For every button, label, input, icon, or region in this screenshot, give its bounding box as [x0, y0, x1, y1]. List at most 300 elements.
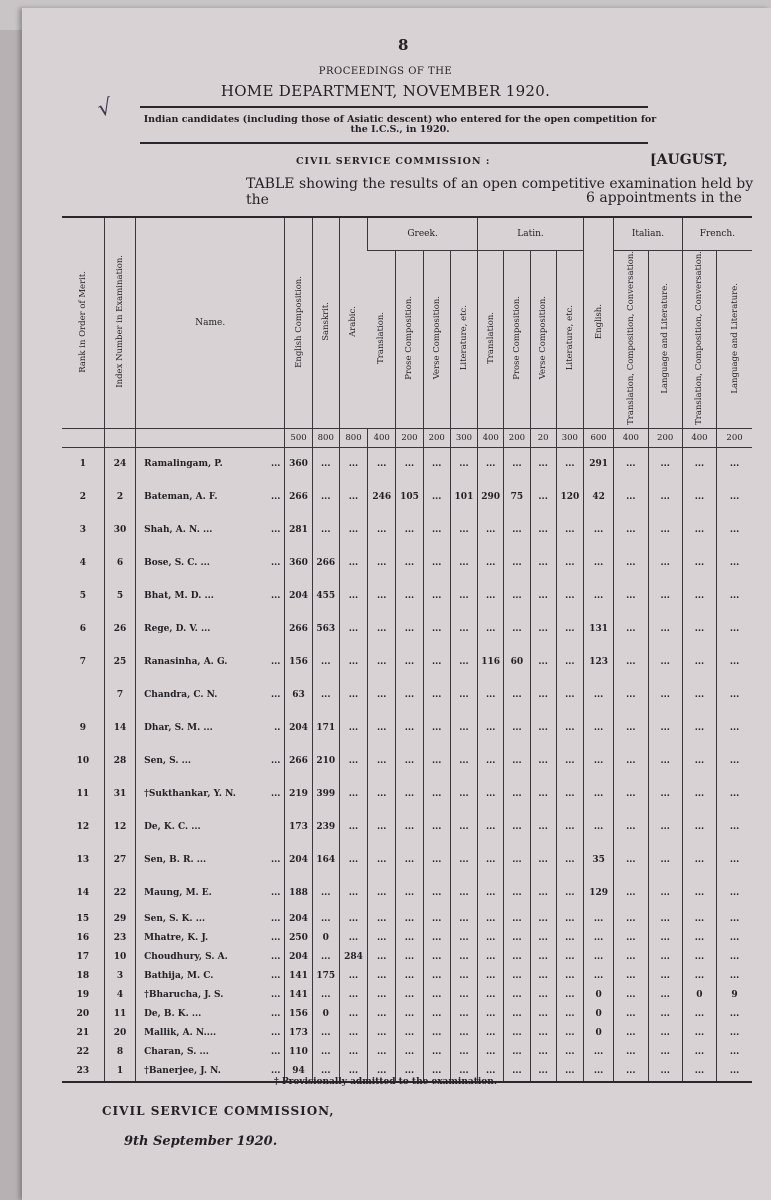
mark-cell: ... [556, 948, 583, 967]
mark-cell: ... [530, 547, 556, 580]
name-cell [136, 778, 285, 811]
mark-cell: ... [478, 948, 504, 967]
rank-cell: 23 [76, 1066, 90, 1077]
candidate-name: Bateman, A. F. [144, 492, 218, 503]
mark-cell: ... [396, 1005, 423, 1024]
mark-cell: 60 [504, 646, 530, 679]
mark-cell: ... [423, 910, 450, 929]
mark-cell: ... [396, 646, 423, 679]
mark-cell: ... [614, 646, 648, 679]
mark-cell: ... [682, 910, 716, 929]
leader-dots: ... [271, 690, 281, 701]
max-mark: 800 [339, 428, 367, 447]
mark-cell: ... [530, 1043, 556, 1062]
mark-cell: ... [339, 811, 367, 844]
mark-cell: ... [423, 967, 450, 986]
mark-cell: ... [368, 844, 396, 877]
mark-cell: ... [556, 910, 583, 929]
mark-cell: ... [717, 481, 752, 514]
index-cell: 12 [104, 811, 135, 844]
page-number: 8 [398, 36, 409, 54]
name-cell [136, 967, 285, 986]
leader-dots: ... [271, 756, 281, 767]
mark-cell: ... [648, 679, 682, 712]
mark-cell: ... [423, 811, 450, 844]
mark-cell: ... [556, 547, 583, 580]
mark-cell: ... [312, 1024, 339, 1043]
mark-cell: ... [396, 580, 423, 613]
mark-cell: ... [339, 1024, 367, 1043]
candidate-name: Maung, M. E. [144, 888, 212, 899]
mark-cell: ... [530, 811, 556, 844]
mark-cell: 204 [285, 580, 312, 613]
mark-cell: ... [450, 679, 477, 712]
index-cell: 7 [104, 679, 135, 712]
mark-cell: ... [504, 514, 530, 547]
mark-cell: ... [556, 1043, 583, 1062]
mark-cell: ... [682, 1062, 716, 1082]
mark-cell: ... [530, 1005, 556, 1024]
mark-cell: ... [614, 481, 648, 514]
mark-cell: ... [583, 967, 613, 986]
mark-cell: ... [478, 679, 504, 712]
mark-cell: ... [682, 547, 716, 580]
mark-cell: ... [583, 910, 613, 929]
mark-cell: ... [530, 967, 556, 986]
mark-cell: ... [648, 547, 682, 580]
mark-cell: ... [648, 967, 682, 986]
mark-cell: ... [614, 547, 648, 580]
mark-cell: ... [614, 877, 648, 910]
mark-cell: ... [504, 1043, 530, 1062]
mark-cell: ... [504, 447, 530, 481]
mark-cell: ... [648, 481, 682, 514]
mark-cell: ... [504, 1005, 530, 1024]
rank-cell: 4 [79, 558, 87, 569]
mark-cell: ... [339, 712, 367, 745]
table-row [62, 514, 752, 547]
mark-cell: ... [648, 646, 682, 679]
mark-cell: ... [339, 877, 367, 910]
mark-cell: 171 [312, 712, 339, 745]
mark-cell: ... [423, 877, 450, 910]
table-row [62, 447, 752, 481]
mark-cell: ... [396, 712, 423, 745]
document-subtitle: Indian candidates (including those of Asiatic descent) who entered for the open competition for the I.C.S., in 1920. [143, 114, 657, 135]
mark-cell: ... [648, 1043, 682, 1062]
index-cell: 2 [104, 481, 135, 514]
mark-cell: ... [614, 929, 648, 948]
mark-cell: ... [339, 745, 367, 778]
mark-cell: ... [504, 910, 530, 929]
mark-cell: ... [530, 778, 556, 811]
mark-cell: ... [423, 1024, 450, 1043]
leader-dots: ... [271, 914, 281, 925]
mark-cell: 35 [583, 844, 613, 877]
table-row [62, 481, 752, 514]
mark-cell: ... [396, 1043, 423, 1062]
name-cell [136, 712, 285, 745]
mark-cell: ... [717, 514, 752, 547]
col-english-composition: English Composition. [285, 217, 312, 428]
mark-cell: ... [556, 679, 583, 712]
max-mark: 400 [682, 428, 716, 447]
table-row [62, 679, 752, 712]
mark-cell: 266 [285, 613, 312, 646]
candidate-name: Bose, S. C. ... [144, 558, 210, 569]
table-row [62, 712, 752, 745]
mark-cell: ... [682, 1043, 716, 1062]
mark-cell: 210 [312, 745, 339, 778]
mark-cell: ... [614, 1043, 648, 1062]
candidate-name: Ranasinha, A. G. [144, 657, 228, 668]
mark-cell: 173 [285, 1024, 312, 1043]
index-cell: 28 [104, 745, 135, 778]
rank-cell: 3 [79, 525, 87, 536]
mark-cell: 290 [478, 481, 504, 514]
mark-cell: ... [504, 745, 530, 778]
mark-cell: 0 [583, 1005, 613, 1024]
mark-cell: 42 [583, 481, 613, 514]
index-cell: 3 [104, 967, 135, 986]
rank-cell: 1 [79, 459, 87, 470]
mark-cell: ... [339, 1062, 367, 1082]
mark-cell: ... [614, 580, 648, 613]
mark-cell: ... [556, 811, 583, 844]
name-cell [136, 1005, 285, 1024]
mark-cell: ... [614, 447, 648, 481]
name-cell [136, 514, 285, 547]
mark-cell: ... [530, 646, 556, 679]
mark-cell: ... [614, 986, 648, 1005]
max-mark: 300 [556, 428, 583, 447]
mark-cell: ... [368, 646, 396, 679]
table-row [62, 844, 752, 877]
mark-cell: ... [396, 1062, 423, 1082]
mark-cell: 204 [285, 948, 312, 967]
mark-cell: 360 [285, 447, 312, 481]
heading-rule-top [140, 106, 648, 108]
mark-cell: ... [339, 679, 367, 712]
mark-cell: ... [478, 613, 504, 646]
mark-cell: ... [648, 514, 682, 547]
mark-cell: ... [504, 613, 530, 646]
mark-cell: 204 [285, 712, 312, 745]
leader-dots: ... [271, 1047, 281, 1058]
mark-cell: ... [556, 1024, 583, 1043]
mark-cell: ... [648, 447, 682, 481]
mark-cell: ... [312, 481, 339, 514]
name-cell [136, 948, 285, 967]
candidate-name: Chandra, C. N. [144, 690, 218, 701]
mark-cell: ... [478, 547, 504, 580]
max-mark: 400 [368, 428, 396, 447]
mark-cell: ... [478, 1043, 504, 1062]
table-row [62, 986, 752, 1005]
mark-cell: ... [396, 1024, 423, 1043]
mark-cell: ... [339, 646, 367, 679]
mark-cell: ... [368, 811, 396, 844]
candidate-name: Charan, S. ... [144, 1047, 209, 1058]
max-mark: 400 [478, 428, 504, 447]
rank-cell: 10 [76, 756, 90, 767]
mark-cell: ... [583, 948, 613, 967]
mark-cell: 0 [312, 929, 339, 948]
mark-cell: ... [682, 712, 716, 745]
table-row [62, 1005, 752, 1024]
mark-cell: 156 [285, 646, 312, 679]
leader-dots: ... [271, 1028, 281, 1039]
department-heading: HOME DEPARTMENT, NOVEMBER 1920. [220, 82, 551, 100]
mark-cell: ... [682, 745, 716, 778]
mark-cell: ... [339, 929, 367, 948]
mark-cell: ... [339, 778, 367, 811]
candidate-name: †Sukthankar, Y. N. [144, 789, 236, 800]
candidate-name: Shah, A. N. ... [144, 525, 213, 536]
name-cell [136, 811, 285, 844]
footnote: † Provisionally admitted to the examination. [274, 1077, 497, 1087]
mark-cell: ... [583, 547, 613, 580]
mark-cell: ... [450, 1043, 477, 1062]
col-english: English. [583, 217, 613, 428]
mark-cell: ... [504, 679, 530, 712]
mark-cell: ... [478, 929, 504, 948]
mark-cell: ... [504, 547, 530, 580]
mark-cell: 266 [285, 745, 312, 778]
mark-cell: ... [717, 929, 752, 948]
mark-cell: ... [556, 646, 583, 679]
rank-cell: 14 [76, 888, 90, 899]
mark-cell: ... [368, 1005, 396, 1024]
mark-cell: ... [423, 481, 450, 514]
rank-cell: 22 [76, 1047, 90, 1058]
mark-cell: ... [648, 1005, 682, 1024]
table-row [62, 948, 752, 967]
mark-cell: ... [583, 811, 613, 844]
mark-cell: ... [423, 778, 450, 811]
leader-dots: ... [271, 888, 281, 899]
table-row [62, 1043, 752, 1062]
mark-cell: ... [478, 447, 504, 481]
leader-dots: .. [274, 723, 281, 734]
mark-cell: ... [614, 1005, 648, 1024]
mark-cell: ... [682, 1005, 716, 1024]
table-row [62, 646, 752, 679]
mark-cell: ... [614, 613, 648, 646]
mark-cell: ... [614, 967, 648, 986]
mark-cell: ... [583, 1043, 613, 1062]
col-french-language: Language and Literature. [717, 251, 752, 429]
mark-cell: ... [717, 679, 752, 712]
proceedings-heading: PROCEEDINGS OF THE [318, 66, 453, 77]
leader-dots: ... [271, 459, 281, 470]
mark-cell: ... [312, 514, 339, 547]
max-mark: 200 [648, 428, 682, 447]
mark-cell: ... [478, 844, 504, 877]
name-cell [136, 910, 285, 929]
mark-cell: 0 [583, 986, 613, 1005]
col-greek-verse: Verse Composition. [423, 251, 450, 429]
mark-cell: ... [396, 967, 423, 986]
mark-cell: ... [339, 613, 367, 646]
max-marks [62, 428, 752, 447]
candidate-name: Rege, D. V. ... [144, 624, 211, 635]
mark-cell: 9 [717, 986, 752, 1005]
mark-cell: ... [717, 712, 752, 745]
col-name: Name. [136, 217, 285, 428]
mark-cell: ... [396, 447, 423, 481]
mark-cell: ... [717, 1005, 752, 1024]
handwritten-checkmark: √ [95, 94, 115, 123]
mark-cell: ... [530, 986, 556, 1005]
table-row [62, 929, 752, 948]
mark-cell: ... [450, 929, 477, 948]
mark-cell: ... [368, 877, 396, 910]
max-mark: 400 [614, 428, 648, 447]
col-latin-translation: Translation. [478, 251, 504, 429]
mark-cell: 123 [583, 646, 613, 679]
name-cell [136, 986, 285, 1005]
leader-dots: ... [271, 558, 281, 569]
index-cell: 10 [104, 948, 135, 967]
index-cell: 29 [104, 910, 135, 929]
index-cell: 6 [104, 547, 135, 580]
mark-cell: ... [478, 967, 504, 986]
max-mark: 200 [504, 428, 530, 447]
mark-cell: ... [423, 514, 450, 547]
mark-cell: ... [368, 547, 396, 580]
col-greek-literature: Literature, etc. [450, 251, 477, 429]
mark-cell: ... [450, 948, 477, 967]
mark-cell: ... [583, 514, 613, 547]
mark-cell: ... [530, 1024, 556, 1043]
candidate-name: Sen, S. K. ... [144, 914, 206, 925]
mark-cell: ... [339, 447, 367, 481]
index-cell: 4 [104, 986, 135, 1005]
mark-cell: ... [339, 844, 367, 877]
mark-cell: ... [583, 679, 613, 712]
mark-cell: 204 [285, 910, 312, 929]
mark-cell: ... [312, 877, 339, 910]
table-caption-cont: 6 appointments in the [586, 190, 742, 206]
index-cell: 26 [104, 613, 135, 646]
mark-cell: ... [556, 1062, 583, 1082]
mark-cell: ... [450, 1024, 477, 1043]
mark-cell: ... [423, 1005, 450, 1024]
mark-cell: 284 [339, 948, 367, 967]
max-mark: 800 [312, 428, 339, 447]
mark-cell: ... [423, 1043, 450, 1062]
rank-cell: 15 [76, 914, 90, 925]
rank-cell: 11 [76, 789, 90, 800]
leader-dots: ... [271, 1009, 281, 1020]
mark-cell: ... [556, 877, 583, 910]
mark-cell: ... [368, 679, 396, 712]
mark-cell: 0 [583, 1024, 613, 1043]
mark-cell: ... [556, 986, 583, 1005]
mark-cell: ... [556, 447, 583, 481]
mark-cell: ... [583, 929, 613, 948]
name-cell [136, 844, 285, 877]
mark-cell: ... [504, 967, 530, 986]
leader-dots: ... [271, 1066, 281, 1077]
mark-cell: ... [396, 929, 423, 948]
mark-cell: ... [648, 613, 682, 646]
mark-cell: ... [368, 910, 396, 929]
footer-commission: CIVIL SERVICE COMMISSION, [102, 1104, 335, 1118]
max-mark: 300 [450, 428, 477, 447]
mark-cell: 455 [312, 580, 339, 613]
mark-cell: 141 [285, 967, 312, 986]
group-italian: Italian. [614, 217, 683, 251]
name-cell [136, 1043, 285, 1062]
mark-cell: ... [504, 1024, 530, 1043]
leader-dots: ... [271, 855, 281, 866]
mark-cell: ... [450, 547, 477, 580]
max-mark: 200 [717, 428, 752, 447]
rank-cell: 21 [76, 1028, 90, 1039]
rank-cell: 16 [76, 933, 90, 944]
mark-cell: 266 [285, 481, 312, 514]
rank-cell: 9 [79, 723, 87, 734]
mark-cell: 173 [285, 811, 312, 844]
mark-cell: ... [504, 580, 530, 613]
mark-cell: ... [396, 948, 423, 967]
max-mark: 20 [530, 428, 556, 447]
col-greek-prose: Prose Composition. [396, 251, 423, 429]
mark-cell: ... [450, 1005, 477, 1024]
mark-cell: ... [530, 929, 556, 948]
mark-cell: ... [556, 613, 583, 646]
mark-cell: ... [478, 745, 504, 778]
table-row [62, 877, 752, 910]
results-table [62, 216, 752, 1083]
mark-cell: 101 [450, 481, 477, 514]
mark-cell: 250 [285, 929, 312, 948]
mark-cell: ... [450, 745, 477, 778]
mark-cell: ... [648, 910, 682, 929]
mark-cell: ... [717, 967, 752, 986]
mark-cell: ... [583, 778, 613, 811]
mark-cell: ... [583, 745, 613, 778]
mark-cell: ... [450, 778, 477, 811]
mark-cell: ... [717, 547, 752, 580]
leader-dots: ... [271, 933, 281, 944]
mark-cell: ... [682, 1024, 716, 1043]
mark-cell: ... [614, 948, 648, 967]
mark-cell: ... [717, 811, 752, 844]
mark-cell: ... [450, 613, 477, 646]
mark-cell: ... [504, 877, 530, 910]
mark-cell: ... [423, 712, 450, 745]
rank-cell: 6 [79, 624, 87, 635]
mark-cell: ... [423, 580, 450, 613]
mark-cell: ... [478, 877, 504, 910]
leader-dots: ... [271, 591, 281, 602]
mark-cell: ... [312, 447, 339, 481]
mark-cell: ... [423, 986, 450, 1005]
candidate-name: †Bharucha, J. S. [144, 990, 224, 1001]
mark-cell: ... [530, 948, 556, 967]
mark-cell: ... [478, 986, 504, 1005]
mark-cell: 188 [285, 877, 312, 910]
mark-cell: ... [717, 447, 752, 481]
mark-cell: ... [339, 514, 367, 547]
mark-cell: ... [450, 712, 477, 745]
mark-cell: ... [504, 811, 530, 844]
mark-cell: ... [423, 929, 450, 948]
mark-cell: ... [396, 910, 423, 929]
